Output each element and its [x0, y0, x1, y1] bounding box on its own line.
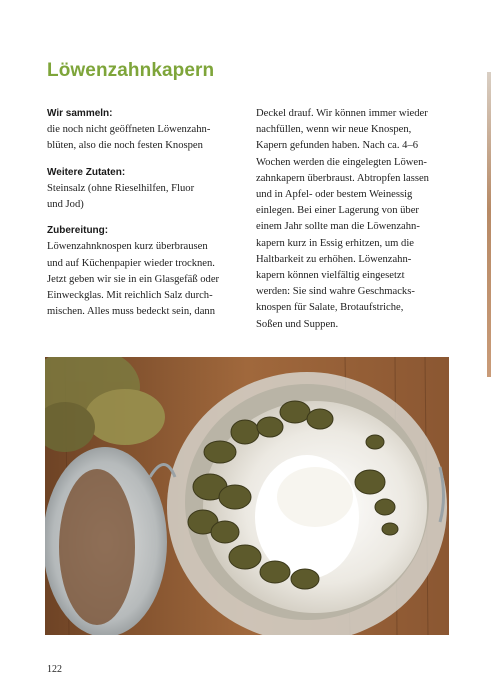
text-line: Soßen und Suppen. [256, 318, 339, 330]
text-line: einem Jahr sollte man die Löwenzahn- [256, 221, 420, 233]
text-line: blüten, also die noch festen Knospen [47, 140, 203, 152]
text-line: Deckel drauf. Wir können immer wieder [256, 108, 428, 119]
text-line: zahnkapern überbraust. Abtropfen lassen [256, 172, 429, 184]
page-number: 122 [47, 664, 62, 675]
text-line: Wochen werden die eingelegten Löwen- [256, 156, 427, 168]
text-line: kapern können vielfältig eingesetzt [256, 270, 405, 282]
text-line: mischen. Alles muss bedeckt sein, dann [47, 306, 215, 318]
text-line: Steinsalz (ohne Rieselhilfen, Fluor [47, 182, 195, 194]
section-heading: Weitere Zutaten: [47, 166, 126, 178]
section-heading: Wir sammeln: [47, 108, 113, 119]
section-heading: Zubereitung: [47, 225, 109, 237]
text-line: Kapern gefunden haben. Nach ca. 4–6 [256, 140, 419, 152]
text-line: Einweckglas. Mit reichlich Salz durch- [47, 290, 213, 302]
text-line: und in Apfel- oder bestem Weinessig [256, 189, 413, 201]
text-line: Haltbarkeit zu erhöhen. Löwenzahn- [256, 253, 412, 265]
jar-photo [45, 357, 449, 635]
text-line: die noch nicht geöffneten Löwenzahn- [47, 124, 211, 136]
text-line: Jetzt geben wir sie in ein Glasgefäß oder [47, 273, 220, 285]
left-text-column [47, 106, 233, 330]
text-line: und Jod) [47, 199, 84, 211]
text-line: Löwenzahnknospen kurz überbrausen [47, 241, 208, 253]
page-title: Löwenzahnkapern [47, 60, 215, 81]
section-wir-sammeln [47, 106, 233, 155]
text-line: knospen für Salate, Brotaufstriche, [256, 302, 404, 314]
text-line: werden: Sie sind wahre Geschmacks- [256, 286, 415, 298]
right-text-column [256, 106, 444, 333]
section-weitere-zutaten [47, 165, 233, 214]
text-line: einlegen. Bei einer Lagerung von über [256, 205, 419, 217]
text-line: kapern kurz in Essig erhitzen, um die [256, 237, 414, 249]
text-line: nachfüllen, wenn wir neue Knospen, [256, 124, 412, 136]
text-line: und auf Küchenpapier wieder trocknen. [47, 257, 215, 269]
page-edge-photo-strip [487, 72, 491, 377]
section-zubereitung [47, 223, 233, 320]
